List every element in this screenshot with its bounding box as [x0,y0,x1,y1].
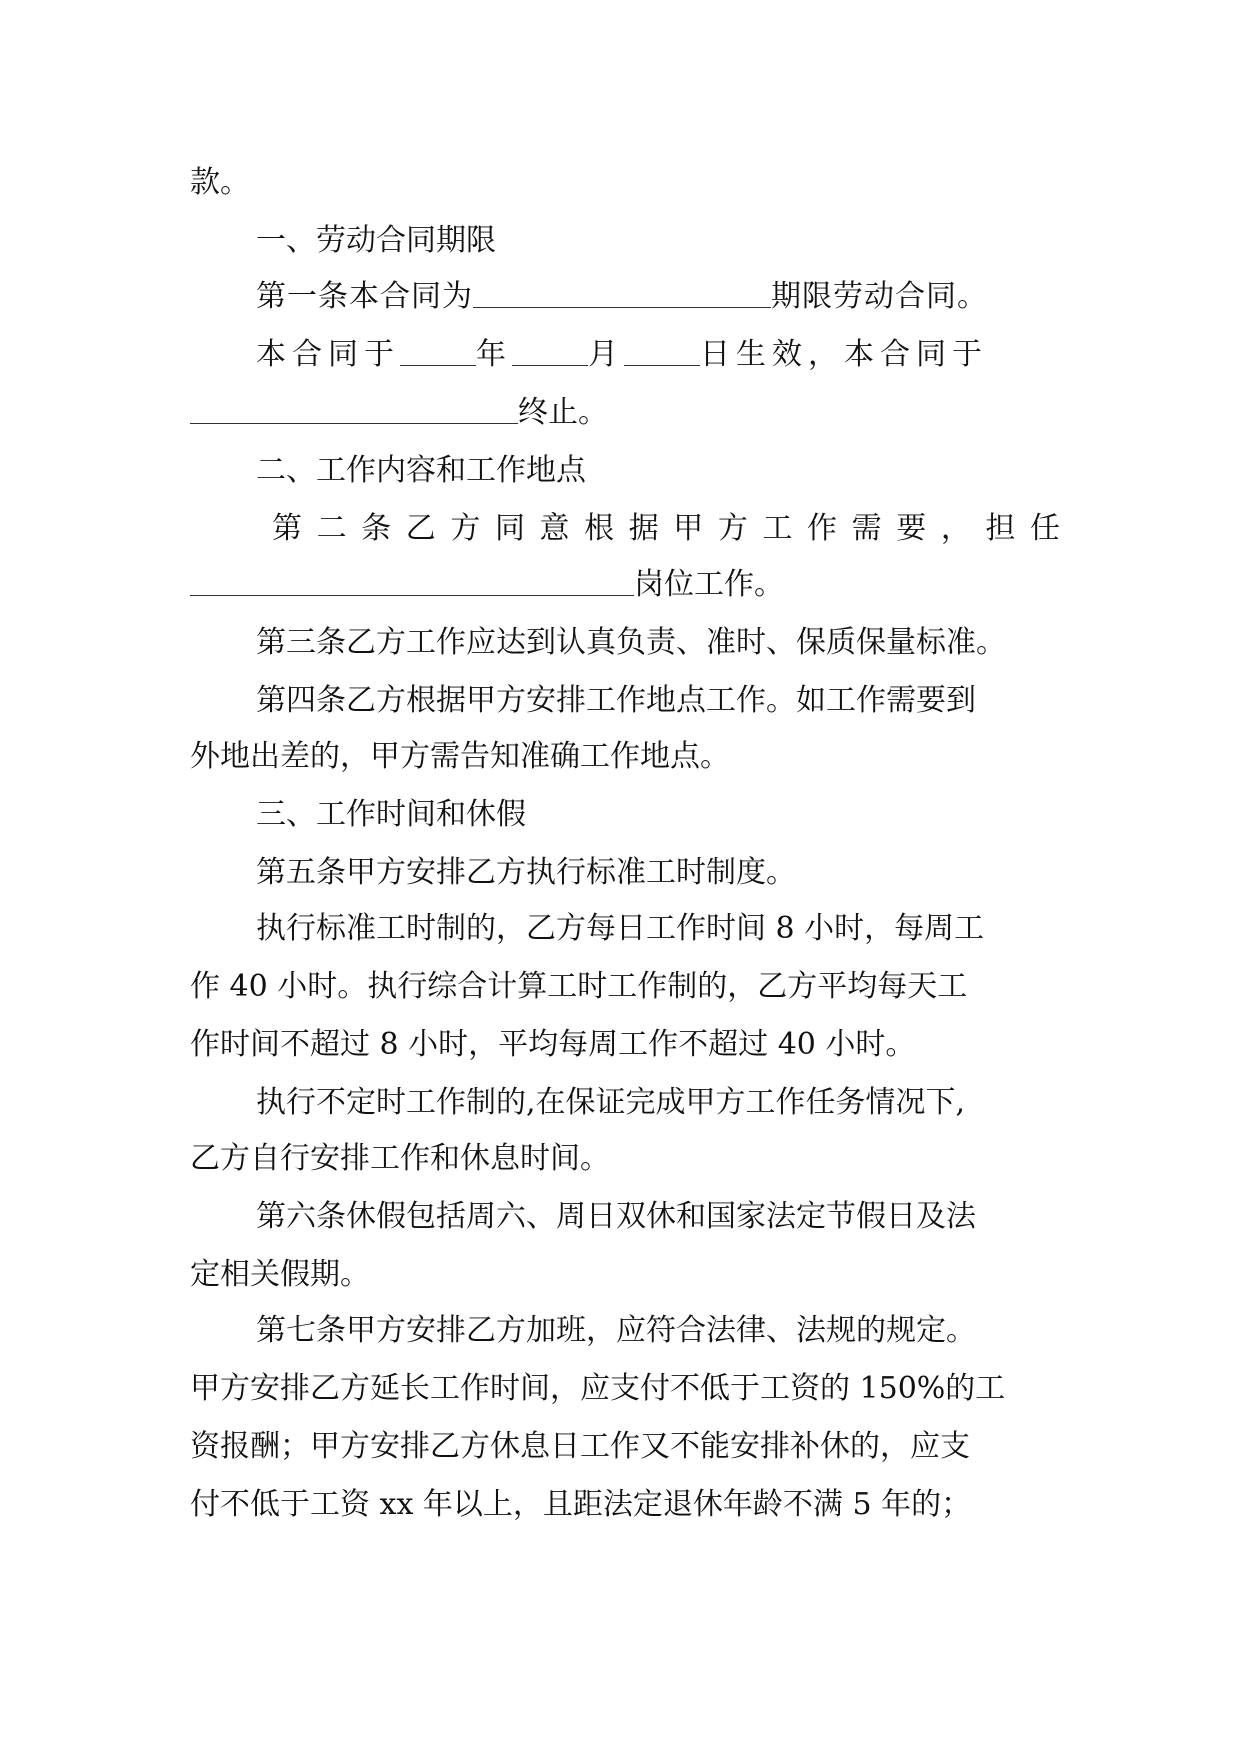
text-line: 甲方安排乙方延长工作时间，应支付不低于工资的 150%的工 [190,1371,1006,1406]
text-line: 外地出差的，甲方需告知准确工作地点。 [190,739,730,774]
text-line: 第三条乙方工作应达到认真负责、准时、保质保量标准。 [256,625,1006,660]
section-heading: 二、工作内容和工作地点 [256,453,586,488]
text-fragment: 终止。 [518,395,608,430]
termination-date-blank [190,389,518,424]
day-blank [624,331,700,366]
text-fragment: 第一条本合同为 [256,279,473,314]
text-fragment: 期限劳动合同。 [771,279,988,314]
text-fragment: 岗位工作。 [634,567,784,602]
text-line: 付不低于工资 xx 年以上，且距法定退休年龄不满 5 年的； [190,1487,972,1522]
year-blank [400,331,476,366]
text-fragment: 年 [476,337,512,372]
effective-date-line [256,326,1060,384]
text-fragment: 月 [588,337,624,372]
text-line: 第四条乙方根据甲方安排工作地点工作。如工作需要到 [256,683,976,718]
text-fragment: 日生效，本合同于 [700,337,988,372]
section-heading: 一、劳动合同期限 [256,223,496,258]
text-line: 定相关假期。 [190,1257,370,1292]
text-line: 乙方自行安排工作和休息时间。 [190,1141,610,1176]
text-line: 第六条休假包括周六、周日双休和国家法定节假日及法 [256,1199,976,1234]
text-line: 款。 [190,165,250,200]
section-heading: 三、工作时间和休假 [256,797,526,832]
month-blank [512,331,588,366]
text-line: 作时间不超过 8 小时，平均每周工作不超过 40 小时。 [190,1027,916,1062]
clause-2-line: 第二条乙方同意根据甲方工作需要，担任 [272,511,1060,546]
text-line: 执行不定时工作制的,在保证完成甲方工作任务情况下, [256,1085,966,1120]
position-line [190,556,1060,614]
text-line: 作 40 小时。执行综合计算工时工作制的，乙方平均每天工 [190,969,968,1004]
text-fragment: 本合同于 [256,337,400,372]
position-blank [190,561,634,596]
fill-in-blank [473,273,771,308]
text-line: 资报酬；甲方安排乙方休息日工作又不能安排补休的，应支 [190,1429,970,1464]
text-line: 第五条甲方安排乙方执行标准工时制度。 [256,855,796,890]
text-line: 执行标准工时制的，乙方每日工作时间 8 小时，每周工 [256,911,985,946]
text-line: 第七条甲方安排乙方加班，应符合法律、法规的规定。 [256,1313,976,1348]
termination-line [190,384,1060,442]
clause-1-line [256,268,1060,326]
